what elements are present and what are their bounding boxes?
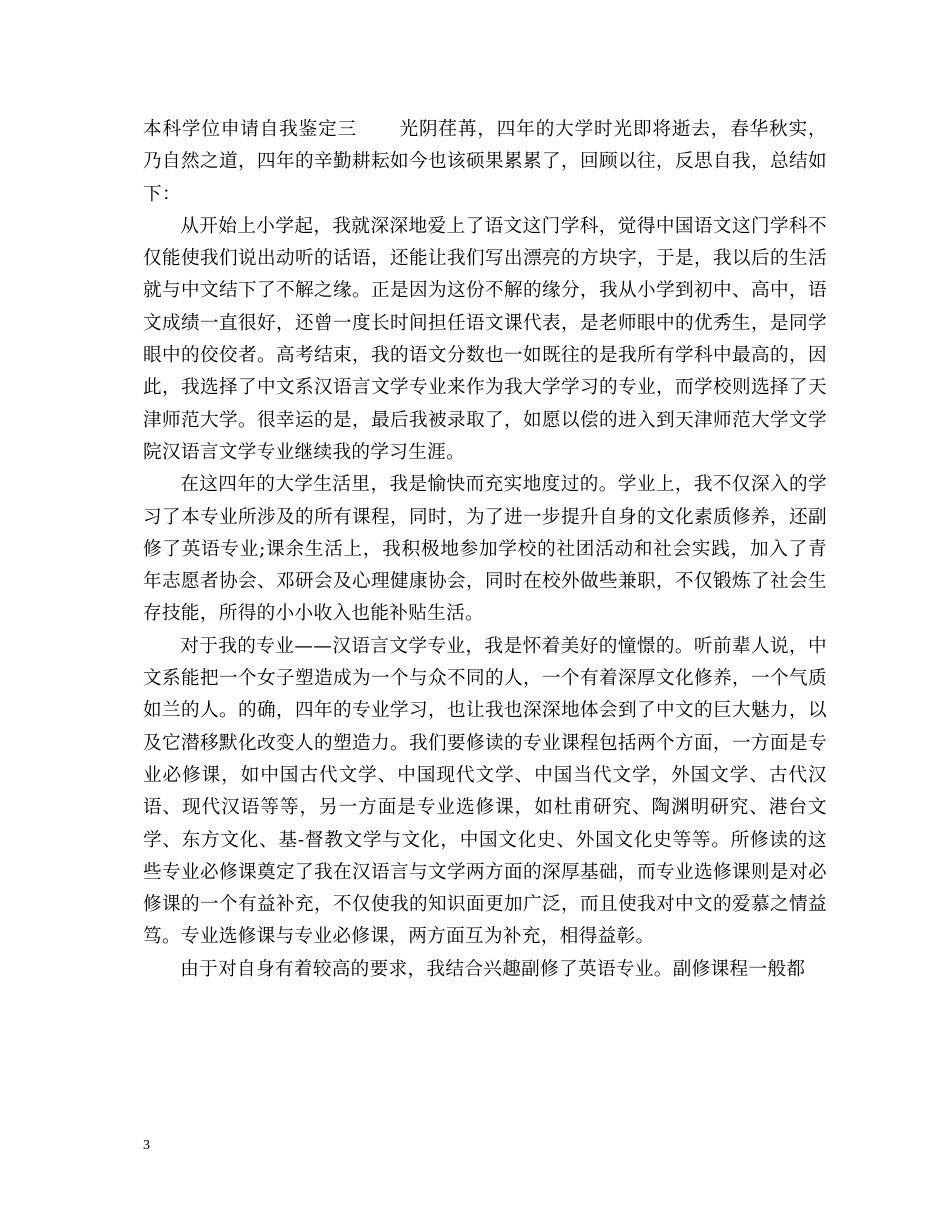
paragraph-2: 在这四年的大学生活里，我是愉快而充实地度过的。学业上，我不仅深入的学习了本专业所涉及的所有课程，同时，为了进一步提升自身的文化素质修养，还副修了英语专业;课余生活上，我积极地参加学校的社团活动和社会实践，加入了青年志愿者协会、邓研会及心理健康协会，同时在校外做些兼职，不仅锻炼了社会生存技能，所得的小小收入也能补贴生活。 xyxy=(143,474,827,625)
opening-text: 光阴荏苒，四年的大学时光即将逝去，春华秋实，乃自然之道，四年的辛勤耕耘如今也该硕果累累了，回顾以往，反思自我，总结如下： xyxy=(143,119,827,205)
paragraph-4: 由于对自身有着较高的要求，我结合兴趣副修了英语专业。副修课程一般都 xyxy=(180,958,806,980)
opening-paragraph xyxy=(143,114,827,211)
paragraph-3: 对于我的专业——汉语言文学专业，我是怀着美好的憧憬的。听前辈人说，中文系能把一个女子塑造成为一个与众不同的人，一个有着深厚文化修养，一个气质如兰的人。的确，四年的专业学习，也让我也深深地体会到了中文的巨大魅力，以及它潜移默化改变人的塑造力。我们要修读的专业课程包括两个方面，一方面是专业必修课，如中国古代文学、中国现代文学、中国当代文学，外国文学、古代汉语、现代汉语等等，另一方面是专业选修课，如杜甫研究、陶渊明研究、港台文学、东方文化、基-督教文学与文化，中国文化史、外国文化史等等。所修读的这些专业必修课奠定了我在汉语言与文学两方面的深厚基础，而专业选修课则是对必修课的一个有益补充，不仅使我的知识面更加广泛，而且使我对中文的爱慕之情益笃。专业选修课与专业必修课，两方面互为补充，相得益彰。 xyxy=(143,635,827,948)
document-body xyxy=(143,114,827,986)
document-title: 本科学位申请自我鉴定三 xyxy=(143,119,357,140)
paragraph-1: 从开始上小学起，我就深深地爱上了语文这门学科，觉得中国语文这门学科不仅能使我们说出动听的话语，还能让我们写出漂亮的方块字，于是，我以后的生活就与中文结下了不解之缘。正是因为这份不解的缘分，我从小学到初中、高中，语文成绩一直很好，还曾一度长时间担任语文课代表，是老师眼中的优秀生，是同学眼中的佼佼者。高考结束，我的语文分数也一如既往的是我所有学科中最高的，因此，我选择了中文系汉语言文学专业来作为我大学学习的专业，而学校则选择了天津师范大学。很幸运的是，最后我被录取了，如愿以偿的进入到天津师范大学文学院汉语言文学专业继续我的学习生涯。 xyxy=(143,215,827,463)
page-number: 3 xyxy=(143,1138,150,1153)
